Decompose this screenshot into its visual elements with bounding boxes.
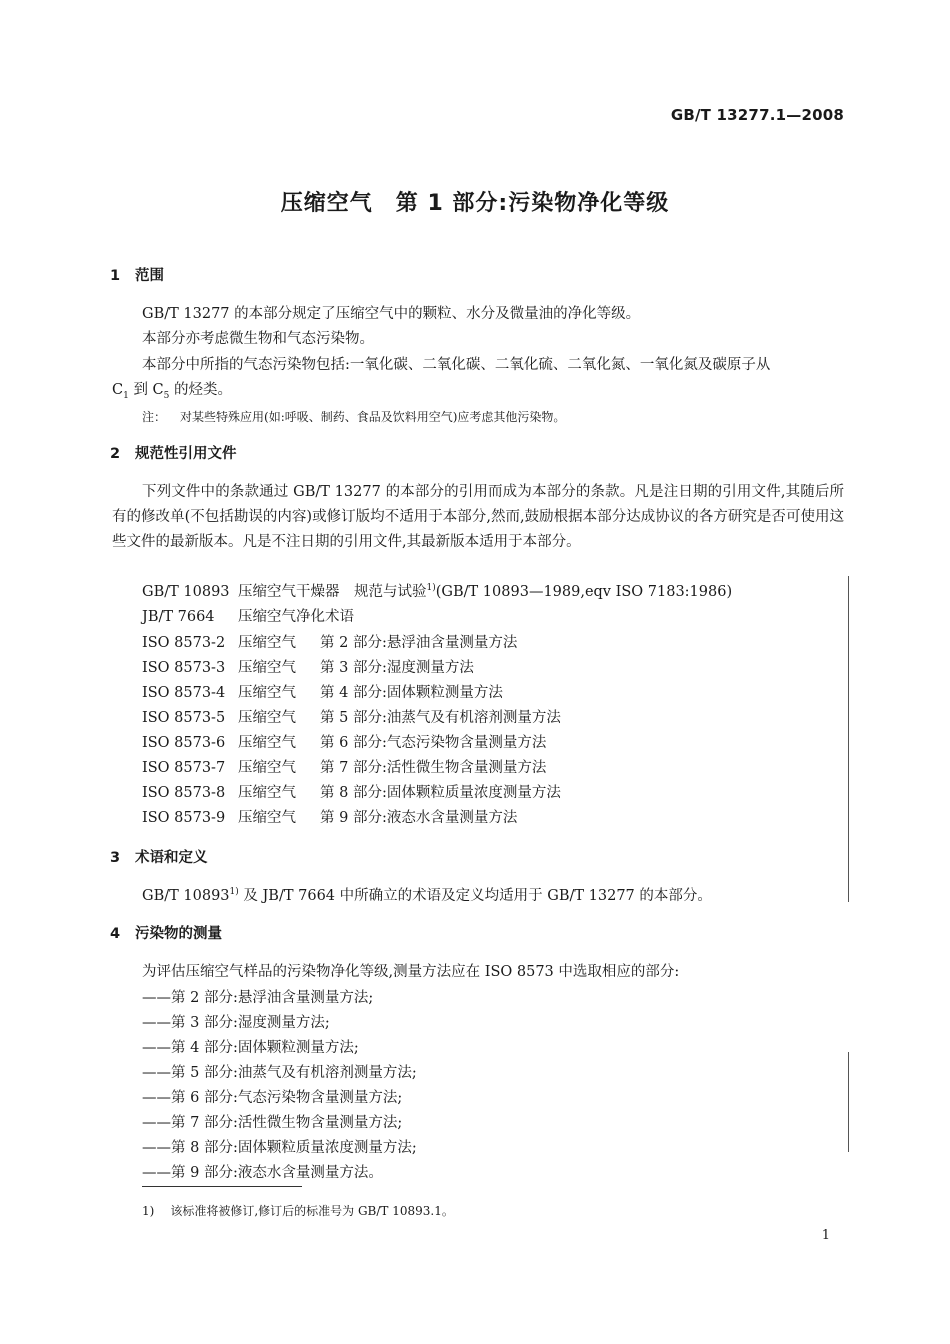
iso-reference-row [142,781,561,802]
terms-paragraph [142,884,712,905]
section-title: 污染物的测量 [135,926,222,942]
reference-part: 第 2 部分:悬浮油含量测量方法 [320,635,518,651]
iso-reference-row [142,756,546,777]
reference-code: ISO 8573-5 [142,710,226,726]
list-item: ——第 9 部分:液态水含量测量方法。 [142,1165,383,1181]
iso-reference-row [142,806,517,827]
iso-reference-row [142,656,474,677]
reference-name: 压缩空气 [238,685,296,701]
scan-artifact-line [848,1052,849,1152]
list-item: ——第 5 部分:油蒸气及有机溶剂测量方法; [142,1065,417,1081]
reference-tail: (GB/T 10893—1989,eqv ISO 7183:1986) [435,584,733,600]
document-title: 压缩空气 第 1 部分:污染物净化等级 [280,191,670,216]
text-fragment: C [112,382,124,398]
page-number: 1 [821,1228,830,1243]
section-number: 2 [110,446,121,462]
reference-part: 第 4 部分:固体颗粒测量方法 [320,685,503,701]
list-item: ——第 4 部分:固体颗粒测量方法; [142,1040,359,1056]
text-fragment: 到 C [128,382,164,398]
scope-paragraph-2: 本部分亦考虑微生物和气态污染物。 [142,331,374,347]
section-title: 术语和定义 [135,850,208,866]
reference-name: 压缩空气 [238,760,296,776]
scan-artifact-line [848,576,849,902]
section-2-heading [110,442,237,463]
list-item: ——第 7 部分:活性微生物含量测量方法; [142,1115,403,1131]
section-1-heading [110,264,164,285]
reference-part: 第 5 部分:油蒸气及有机溶剂测量方法 [320,710,561,726]
reference-part: 第 8 部分:固体颗粒质量浓度测量方法 [320,785,561,801]
reference-name: 压缩空气 [238,735,296,751]
note-text: 对某些特殊应用(如:呼吸、制药、食品及饮料用空气)应考虑其他污染物。 [180,410,566,424]
reference-code: JB/T 7664 [142,609,215,625]
section-title: 规范性引用文件 [135,446,237,462]
reference-code: ISO 8573-8 [142,785,226,801]
note-label: 注： [142,410,167,424]
reference-code: ISO 8573-6 [142,735,226,751]
footnote-mark: 1) [142,1204,155,1218]
reference-row [142,605,354,626]
reference-name: 压缩空气 [238,710,296,726]
measurement-intro: 为评估压缩空气样品的污染物净化等级,测量方法应在 ISO 8573 中选取相应的部分: [142,964,680,980]
section-title: 范围 [135,268,164,284]
reference-code: ISO 8573-9 [142,810,226,826]
scope-paragraph-3a: 本部分中所指的气态污染物包括:一氧化碳、二氧化碳、二氧化硫、二氧化氮、一氧化氮及碳原子从 [142,357,771,373]
reference-code: GB/T 10893 [142,584,230,600]
reference-name: 压缩空气 [238,660,296,676]
section-4-heading [110,922,222,943]
reference-name: 压缩空气 [238,785,296,801]
text-fragment: GB/T 10893 [142,888,230,904]
reference-part: 第 7 部分:活性微生物含量测量方法 [320,760,547,776]
footnote-ref: 1) [229,887,239,898]
reference-code: ISO 8573-7 [142,760,226,776]
text-fragment: 的烃类。 [169,382,233,398]
reference-code: ISO 8573-4 [142,685,226,701]
standard-code: GB/T 13277.1—2008 [670,106,844,124]
reference-name: 压缩空气 [238,810,296,826]
list-item: ——第 6 部分:气态污染物含量测量方法; [142,1090,403,1106]
scope-paragraph-1: GB/T 13277 的本部分规定了压缩空气中的颗粒、水分及微量油的净化等级。 [142,306,641,322]
footnote-ref: 1) [426,583,436,594]
iso-reference-row [142,631,517,652]
iso-reference-row [142,706,561,727]
footnote-text: 该标准将被修订,修订后的标准号为 GB/T 10893.1。 [170,1204,454,1218]
section-3-heading [110,846,208,867]
iso-reference-row [142,731,546,752]
iso-reference-row [142,681,503,702]
scope-paragraph-3b [112,378,232,401]
section-number: 4 [110,926,121,942]
subscript: 5 [163,390,170,401]
reference-part: 第 3 部分:湿度测量方法 [320,660,474,676]
reference-code: ISO 8573-2 [142,635,226,651]
reference-title: 压缩空气干燥器 规范与试验 [238,584,427,600]
list-item: ——第 2 部分:悬浮油含量测量方法; [142,990,374,1006]
text-fragment: 及 JB/T 7664 中所确立的术语及定义均适用于 GB/T 13277 的本部分。 [238,888,712,904]
footnote [142,1202,454,1219]
reference-name: 压缩空气 [238,635,296,651]
normative-intro: 下列文件中的条款通过 GB/T 13277 的本部分的引用而成为本部分的条款。凡是注日期的引用文件,其随后所有的修改单(不包括勘误的内容)或修订版均不适用于本部分,然而,鼓励根据本部分达成协议的各方研究是否可使用这些文件的最新版本。凡是不注日期的引用文件,其最新版本适用于本部分。 [112,484,844,550]
footnote-divider [142,1186,302,1187]
subscript: 1 [123,390,129,401]
section-number: 3 [110,850,121,866]
reference-row [142,580,732,601]
reference-code: ISO 8573-3 [142,660,226,676]
reference-part: 第 9 部分:液态水含量测量方法 [320,810,518,826]
section-number: 1 [110,268,121,284]
reference-title: 压缩空气净化术语 [238,609,354,625]
list-item: ——第 3 部分:湿度测量方法; [142,1015,330,1031]
reference-part: 第 6 部分:气态污染物含量测量方法 [320,735,547,751]
list-item: ——第 8 部分:固体颗粒质量浓度测量方法; [142,1140,417,1156]
scope-note [142,408,565,425]
